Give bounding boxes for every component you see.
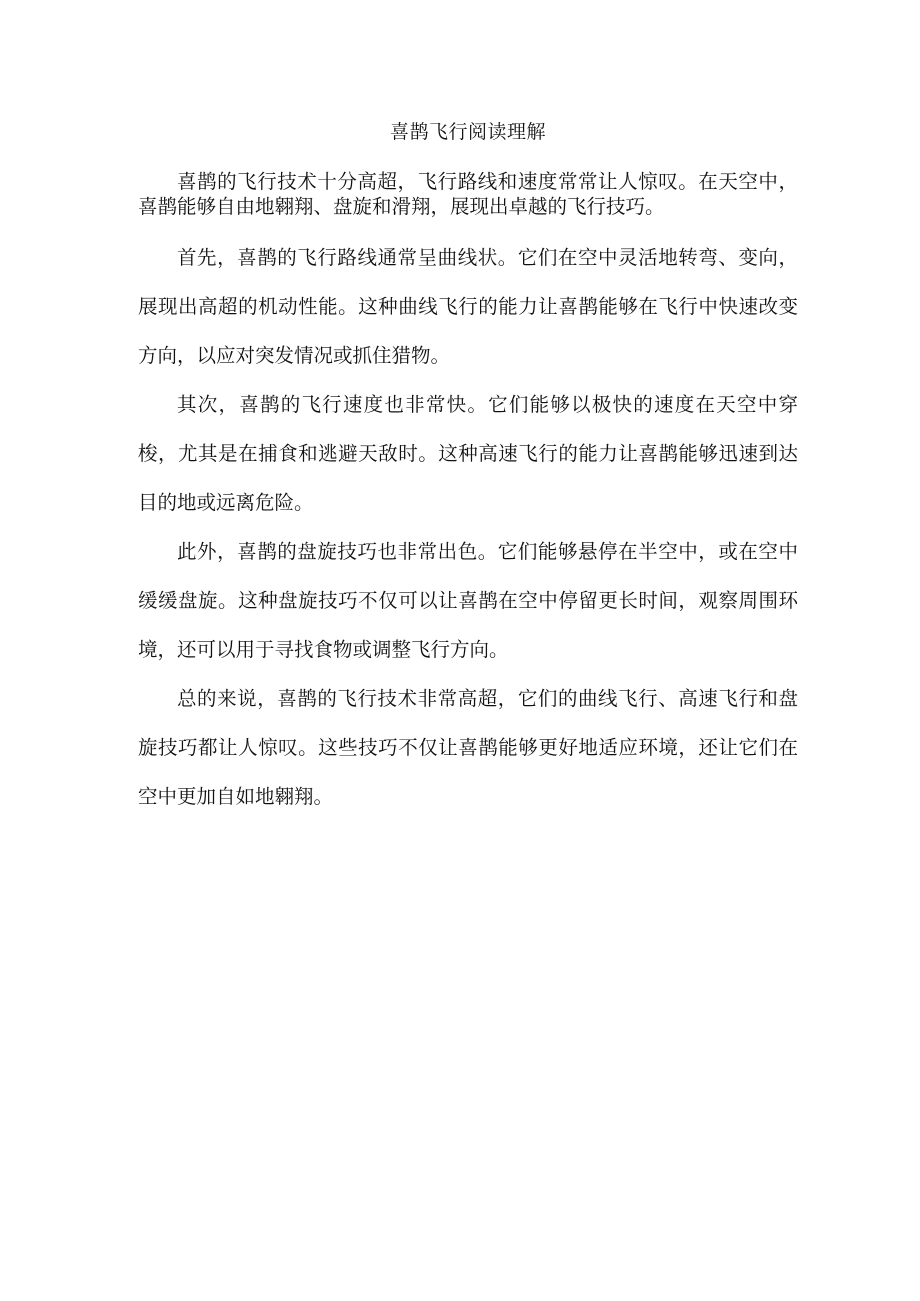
paragraph-flight-path: 首先，喜鹊的飞行路线通常呈曲线状。它们在空中灵活地转弯、变向，展现出高超的机动性能。这种曲线飞行的能力让喜鹊能够在飞行中快速改变方向，以应对突发情况或抓住猎物。 (138, 246, 798, 367)
document-page (138, 120, 798, 821)
paragraph-intro: 喜鹊的飞行技术十分高超，飞行路线和速度常常让人惊叹。在天空中，喜鹊能够自由地翱翔、盘旋和滑翔，展现出卓越的飞行技巧。 (138, 170, 798, 218)
paragraph-hovering: 此外，喜鹊的盘旋技巧也非常出色。它们能够悬停在半空中，或在空中缓缓盘旋。这种盘旋技巧不仅可以让喜鹊在空中停留更长时间，观察周围环境，还可以用于寻找食物或调整飞行方向。 (138, 540, 798, 661)
paragraph-flight-speed: 其次，喜鹊的飞行速度也非常快。它们能够以极快的速度在天空中穿梭，尤其是在捕食和逃避天敌时。这种高速飞行的能力让喜鹊能够迅速到达目的地或远离危险。 (138, 393, 798, 514)
paragraph-conclusion: 总的来说，喜鹊的飞行技术非常高超，它们的曲线飞行、高速飞行和盘旋技巧都让人惊叹。这些技巧不仅让喜鹊能够更好地适应环境，还让它们在空中更加自如地翱翔。 (138, 687, 798, 808)
document-title: 喜鹊飞行阅读理解 (389, 121, 546, 143)
